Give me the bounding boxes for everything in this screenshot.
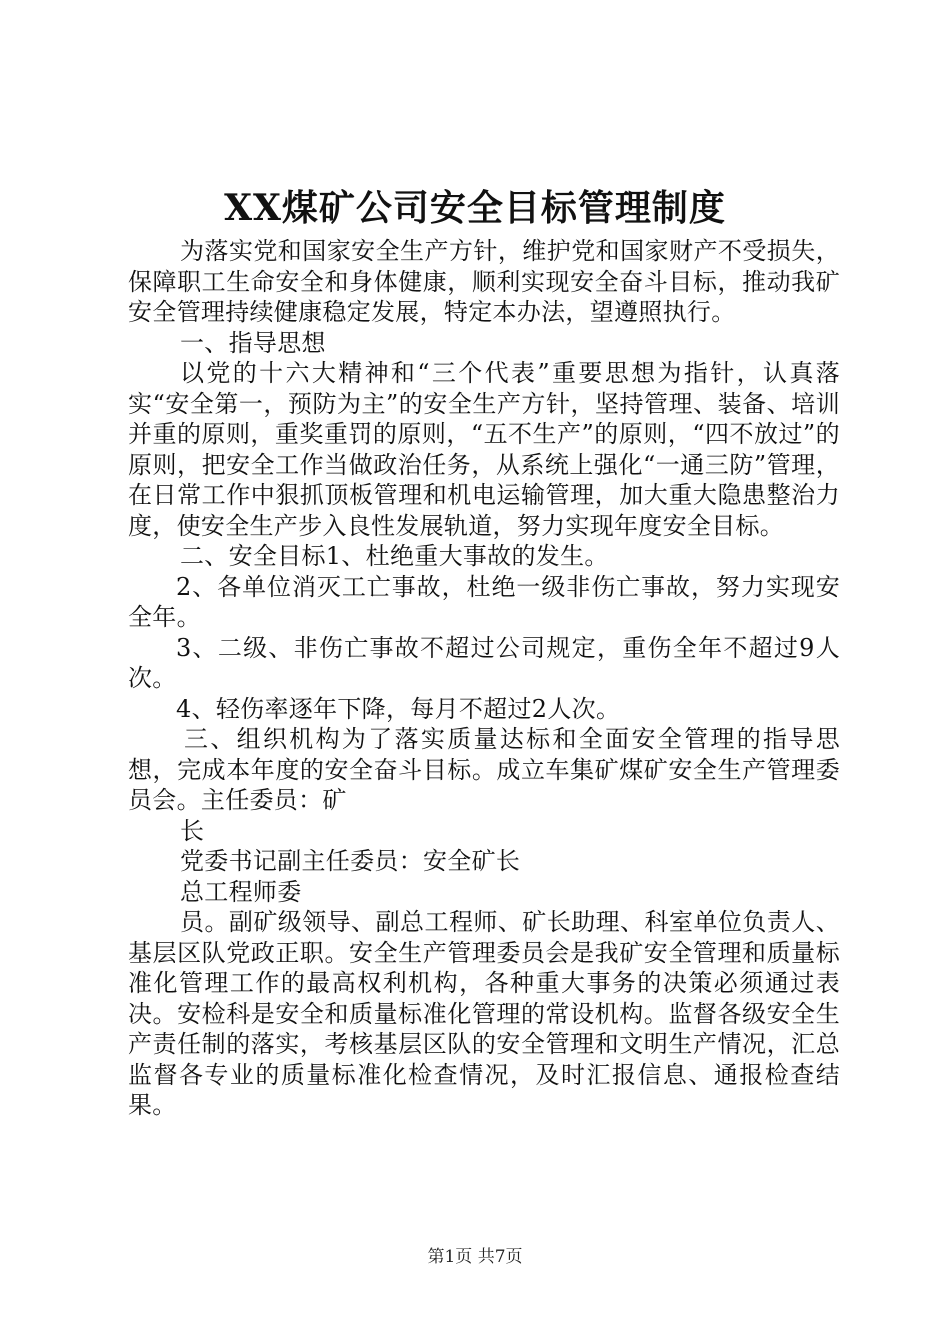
organization-paragraph: 三、组织机构为了落实质量达标和全面安全管理的指导思想，完成本年度的安全奋斗目标。成立车集矿煤矿安全生产管理委员会。主任委员：矿 xyxy=(128,725,840,814)
intro-paragraph: 为落实党和国家安全生产方针，维护党和国家财产不受损失，保障职工生命安全和身体健康，顺利实现安全奋斗目标，推动我矿安全管理持续健康稳定发展，特定本办法，望遵照执行。 xyxy=(128,237,840,326)
safety-goal-item-3: 3、二级、非伤亡事故不超过公司规定，重伤全年不超过9人次。 xyxy=(128,633,840,692)
organization-line-director: 长 xyxy=(180,816,205,845)
organization-line-deputy: 党委书记副主任委员：安全矿长 xyxy=(180,847,521,875)
safety-goal-item-2: 2、各单位消灭工亡事故，杜绝一级非伤亡事故，努力实现安全年。 xyxy=(128,572,840,631)
organization-line-chief-engineer: 总工程师委 xyxy=(180,877,302,906)
page-footer: 第1页 共7页 xyxy=(427,1247,523,1267)
section-heading-guiding-ideology: 一、指导思想 xyxy=(180,328,326,357)
organization-members-paragraph: 员。副矿级领导、副总工程师、矿长助理、科室单位负责人、基层区队党政正职。安全生产管理委员会是我矿安全管理和质量标准化管理工作的最高权利机构，各种重大事务的决策必须通过表决。安检科是安全和质量标准化管理的常设机构。监督各级安全生产责任制的落实，考核基层区队的安全管理和文明生产情况，汇总监督各专业的质量标准化检查情况，及时汇报信息、通报检查结果。 xyxy=(128,908,840,1119)
safety-goal-item-4: 4、轻伤率逐年下降，每月不超过2人次。 xyxy=(176,694,621,723)
safety-goal-item-1: 二、安全目标1、杜绝重大事故的发生。 xyxy=(180,542,609,570)
document-title: XX煤矿公司安全目标管理制度 xyxy=(224,187,726,229)
document-body xyxy=(128,236,840,1121)
guiding-ideology-paragraph: 以党的十六大精神和“三个代表”重要思想为指针，认真落实“安全第一，预防为主”的安全生产方针，坚持管理、装备、培训并重的原则，重奖重罚的原则，“五不生产”的原则，“四不放过”的原则，把安全工作当做政治任务，从系统上强化“一通三防”管理，在日常工作中狠抓顶板管理和机电运输管理，加大重大隐患整治力度，使安全生产步入良性发展轨道，努力实现年度安全目标。 xyxy=(128,359,840,540)
